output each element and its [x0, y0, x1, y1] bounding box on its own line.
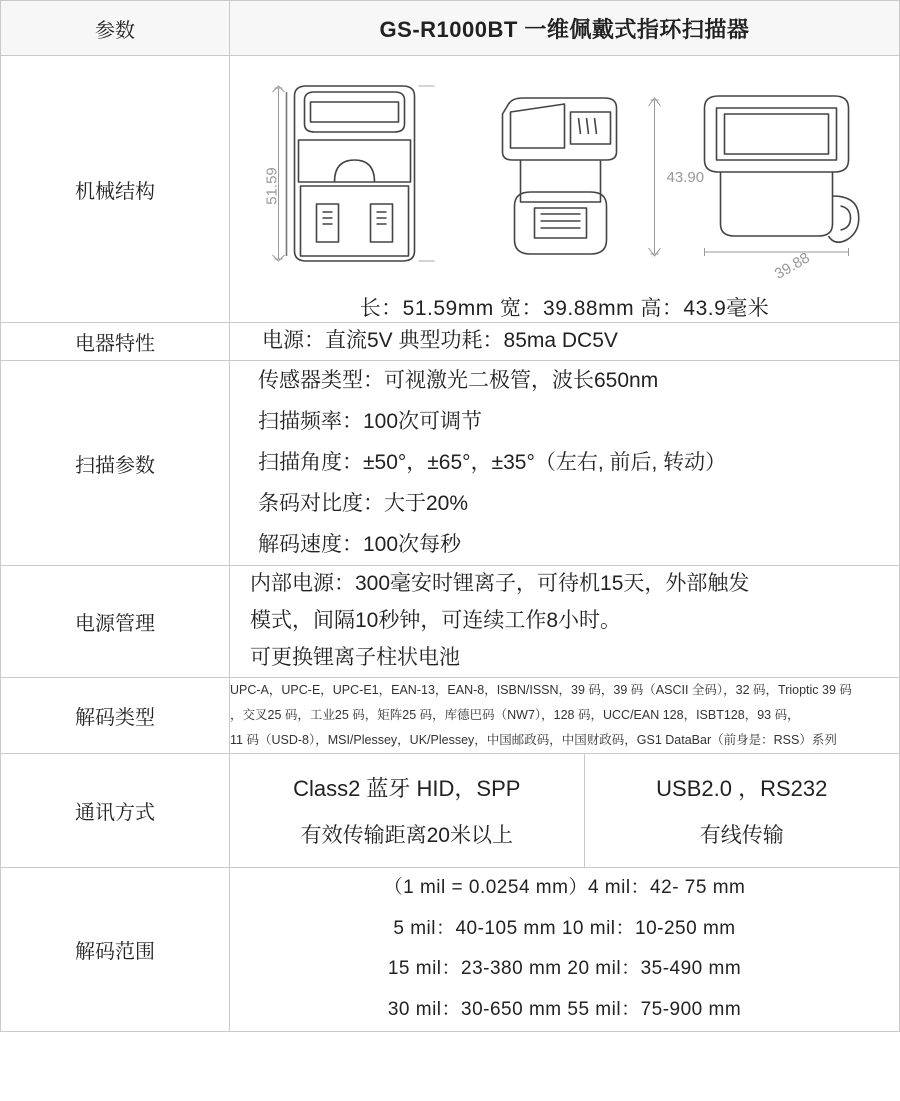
communication-wired-line1: USB2.0 ，RS232 [656, 775, 828, 801]
decode-types-cell [230, 677, 900, 753]
scan-line-speed: 解码速度：100次每秒 [258, 532, 462, 556]
scan-line-frequency: 扫描频率：100次可调节 [258, 409, 483, 433]
table-row-decode-types [1, 677, 900, 753]
table-row-communication [1, 753, 900, 867]
table-row-decode-range [1, 867, 900, 1031]
communication-wired-line2: 有线传输 [699, 823, 784, 847]
row-label-mechanical: 机械结构 [1, 56, 230, 323]
decode-range-line-1: （1 mil = 0.0254 mm）4 mil：42- 75 mm [383, 876, 746, 898]
dimension-depth-label: 43.90 [666, 169, 705, 186]
communication-wireless-line1: Class2 蓝牙 HID，SPP [293, 775, 521, 801]
row-label-scan: 扫描参数 [1, 360, 230, 566]
communication-wireless [230, 754, 585, 867]
communication-cell [230, 753, 900, 867]
scan-line-sensor: 传感器类型：可视激光二极管，波长650nm [258, 368, 659, 392]
table-row-electrical [1, 323, 900, 361]
decode-range-line-4: 30 mil：30-650 mm 55 mil：75-900 mm [387, 999, 742, 1021]
row-label-communication: 通讯方式 [1, 753, 230, 867]
power-value-cell [230, 566, 900, 677]
decode-types-line-1: UPC-A，UPC-E，UPC-E1，EAN-13，EAN-8，ISBN/ISSN，39 码，39 码（ASCII 全码），32 码，Trioptic 39 码 [230, 682, 852, 697]
decode-range-line-2: 5 mil：40-105 mm 10 mil：10-250 mm [393, 917, 736, 939]
scan-value-cell [230, 360, 900, 566]
header-title-cell: GS-R1000BT 一维佩戴式指环扫描器 [230, 1, 900, 56]
header-label-cell: 参数 [1, 1, 230, 56]
communication-wireless-line2: 有效传输距离20米以上 [300, 823, 513, 847]
decode-range-cell [230, 867, 900, 1031]
row-label-decode-range: 解码范围 [1, 867, 230, 1031]
scan-line-angle: 扫描角度：±50°，±65°，±35°（左右, 前后, 转动） [258, 450, 727, 474]
row-label-power: 电源管理 [1, 566, 230, 677]
row-label-decode-types: 解码类型 [1, 677, 230, 753]
mechanical-drawing-cell [230, 56, 900, 323]
communication-wired [585, 754, 899, 867]
table-row-scan [1, 360, 900, 566]
decode-types-line-3: 11 码（USD-8），MSI/Plessey，UK/Plessey，中国邮政码，中国财政码，GS1 DataBar（前身是：RSS）系列 [230, 732, 837, 747]
power-line-2: 模式，间隔10秒钟，可连续工作8小时。 [250, 609, 622, 633]
table-row-mechanical [1, 56, 900, 323]
electrical-value: 电源：直流5V 典型功耗：85ma DC5V [262, 329, 618, 352]
row-label-electrical: 电器特性 [1, 323, 230, 361]
dimension-height-label: 51.59 [263, 167, 281, 205]
dimension-width-label: 39.88 [771, 249, 813, 283]
table-row-power [1, 566, 900, 677]
decode-range-line-3: 15 mil：23-380 mm 20 mil：35-490 mm [387, 958, 742, 980]
power-line-3: 可更换锂离子柱状电池 [250, 645, 460, 669]
decode-types-line-2: ，交叉25 码，工业25 码，矩阵25 码，库德巴码（NW7），128 码，UCC/EAN 128，ISBT128，93 码， [230, 707, 800, 722]
electrical-value-cell [230, 323, 900, 361]
device-dimension-drawing [230, 56, 899, 286]
table-header-row [1, 1, 900, 56]
scan-line-contrast: 条码对比度：大于20% [258, 491, 469, 515]
dimensions-summary: 长：51.59mm 宽：39.88mm 高：43.9毫米 [359, 297, 770, 320]
power-line-1: 内部电源：300毫安时锂离子，可待机15天，外部触发 [250, 572, 750, 596]
